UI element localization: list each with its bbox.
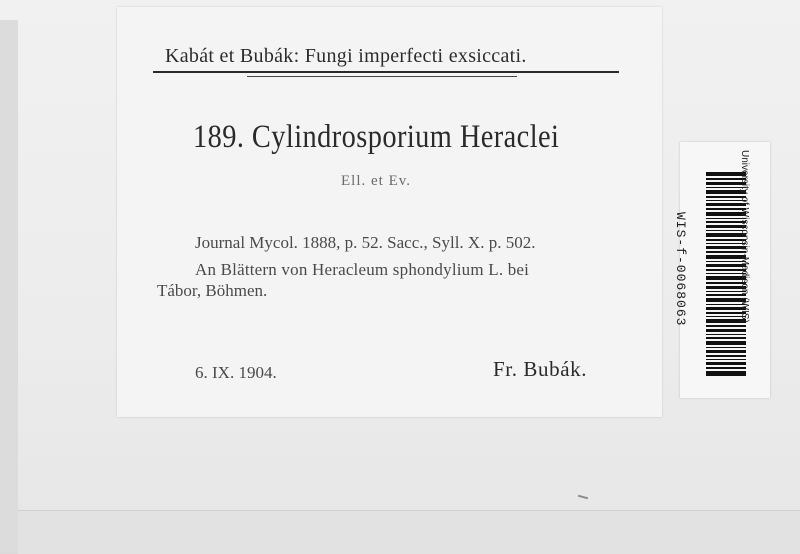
specimen-label	[117, 7, 662, 417]
collection-date: 6. IX. 1904.	[195, 363, 277, 382]
collector-name: Fr. Bubák.	[493, 357, 588, 381]
species-name: 189. Cylindrosporium Heraclei	[193, 119, 560, 155]
barcode-institution: University of Wisconsin-Madison (WIS)	[739, 150, 750, 323]
habitat-note-line1: An Blättern von Heracleum sphondylium L. bei	[195, 260, 530, 279]
barcode-label	[673, 142, 770, 398]
literature-citation: Journal Mycol. 1888, p. 52. Sacc., Syll. X. p. 502.	[195, 233, 536, 252]
sheet-bottom-edge	[18, 510, 800, 554]
paper-mark	[578, 495, 588, 500]
series-title: Kabát et Bubák: Fungi imperfecti exsiccati.	[165, 45, 527, 67]
title-rule	[153, 71, 619, 73]
species-authority: Ell. et Ev.	[341, 173, 412, 189]
title-underline	[247, 76, 517, 77]
habitat-note-line2: Tábor, Böhmen.	[157, 281, 268, 300]
barcode-id: WIS-f-0068063	[673, 212, 688, 327]
sheet-left-edge	[0, 20, 18, 553]
